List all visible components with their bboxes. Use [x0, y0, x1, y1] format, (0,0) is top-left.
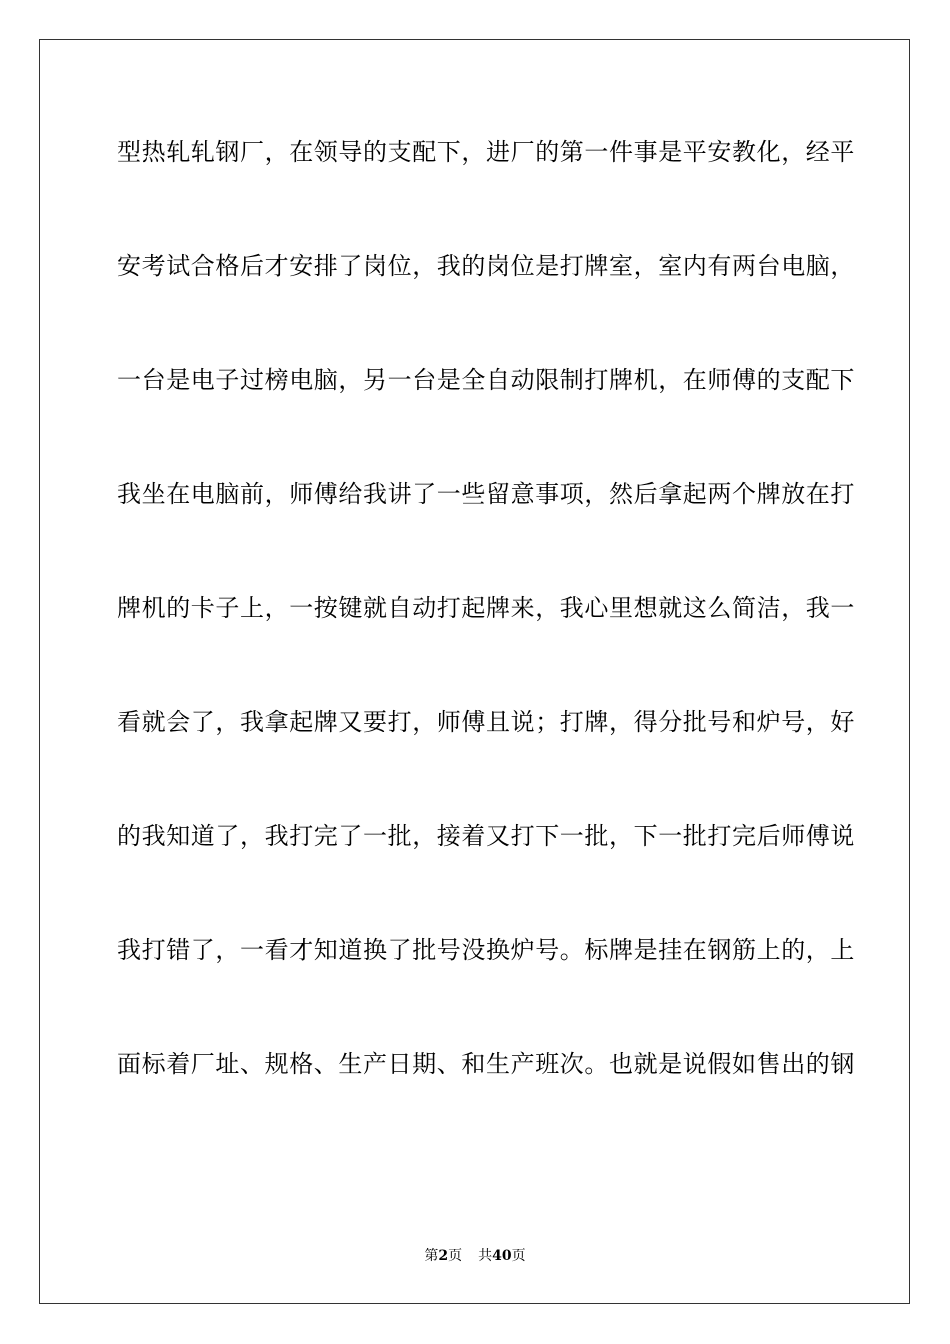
body-text-line-7: 的我知道了，我打完了一批，接着又打下一批，下一批打完后师傅说: [117, 822, 855, 850]
total-prefix: 共: [478, 1248, 493, 1264]
body-text-line-6: 看就会了，我拿起牌又要打，师傅且说；打牌，得分批号和炉号，好: [117, 708, 855, 736]
total-pages-indicator: [478, 1247, 525, 1265]
page-number: 2: [438, 1248, 449, 1264]
body-text-line-5: 牌机的卡子上，一按键就自动打起牌来，我心里想就这么简洁，我一: [117, 594, 855, 622]
page-indicator: [424, 1247, 462, 1265]
body-text-line-3: 一台是电子过榜电脑，另一台是全自动限制打牌机，在师傅的支配下: [117, 366, 855, 394]
total-suffix: 页: [511, 1248, 526, 1264]
body-text-line-9: 面标着厂址、规格、生产日期、和生产班次。也就是说假如售出的钢: [117, 1050, 855, 1078]
page-footer: [0, 1247, 950, 1265]
body-text-line-4: 我坐在电脑前，师傅给我讲了一些留意事项，然后拿起两个牌放在打: [117, 480, 855, 508]
body-text-line-8: 我打错了，一看才知道换了批号没换炉号。标牌是挂在钢筋上的，上: [117, 936, 855, 964]
page-prefix: 第: [424, 1248, 439, 1264]
page-border: [39, 39, 910, 1304]
body-text-line-1: 型热轧轧钢厂，在领导的支配下，进厂的第一件事是平安教化，经平: [117, 138, 855, 166]
page-suffix: 页: [448, 1248, 463, 1264]
body-text-line-2: 安考试合格后才安排了岗位，我的岗位是打牌室，室内有两台电脑，: [117, 252, 855, 280]
total-pages: 40: [492, 1248, 512, 1264]
